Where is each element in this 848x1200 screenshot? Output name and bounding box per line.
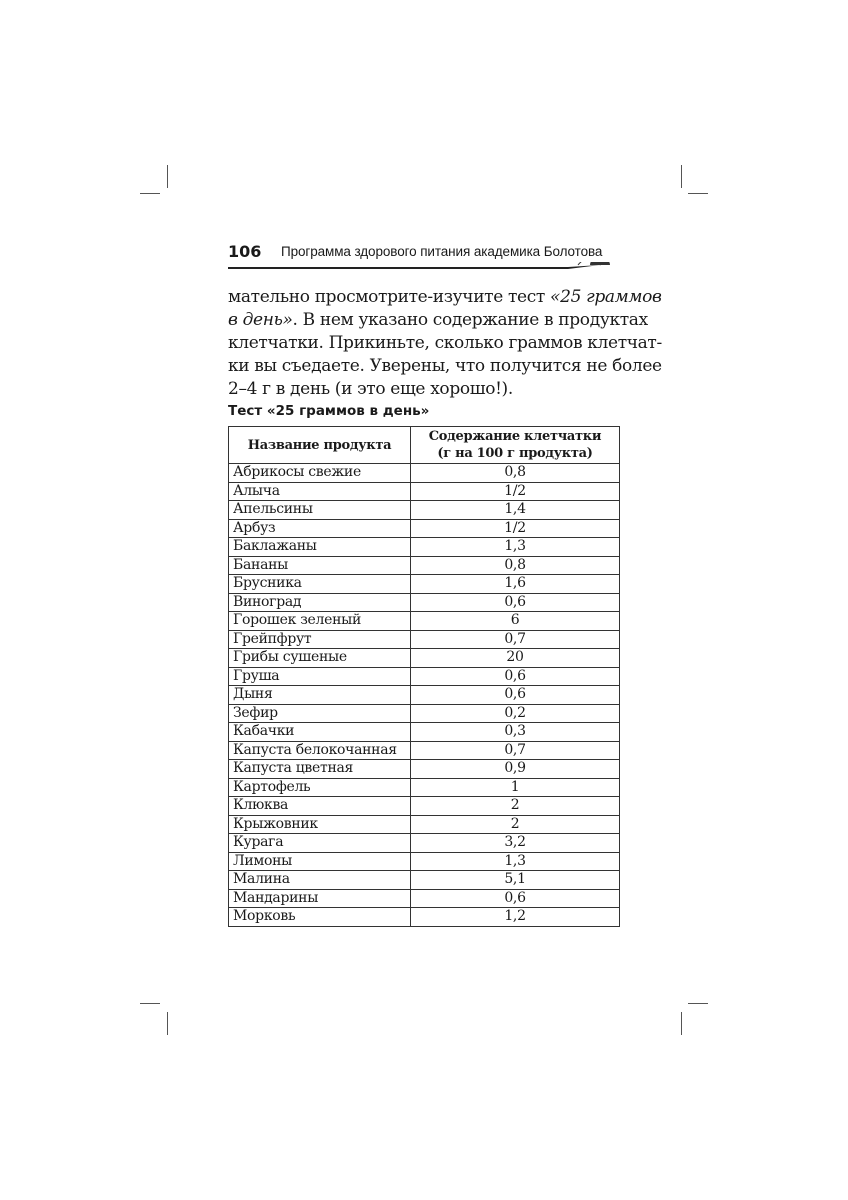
table-row [229, 593, 620, 612]
fiber-value: 1/2 [411, 482, 620, 501]
table-row [229, 612, 620, 631]
fiber-value: 0,6 [411, 593, 620, 612]
table-row [229, 575, 620, 594]
product-name: Виноград [229, 593, 411, 612]
fiber-value: 5,1 [411, 871, 620, 890]
table-row [229, 501, 620, 520]
fiber-value: 0,2 [411, 704, 620, 723]
body-text: 2–4 г в день (и это еще хорошо!). [228, 379, 513, 399]
fiber-value: 20 [411, 649, 620, 668]
product-name: Алыча [229, 482, 411, 501]
table-row [229, 519, 620, 538]
fiber-value: 0,8 [411, 464, 620, 483]
product-name: Апельсины [229, 501, 411, 520]
product-name: Баклажаны [229, 538, 411, 557]
product-name: Крыжовник [229, 815, 411, 834]
product-name: Картофель [229, 778, 411, 797]
fiber-value: 1/2 [411, 519, 620, 538]
table-header-row [229, 427, 620, 464]
table-row [229, 834, 620, 853]
crop-mark [140, 193, 160, 194]
product-name: Малина [229, 871, 411, 890]
fiber-value: 2 [411, 815, 620, 834]
fiber-value: 1,3 [411, 852, 620, 871]
fiber-value: 0,6 [411, 686, 620, 705]
table-title: Тест «25 граммов в день» [228, 403, 430, 419]
product-name: Зефир [229, 704, 411, 723]
product-name: Абрикосы свежие [229, 464, 411, 483]
fiber-value: 1,2 [411, 908, 620, 927]
table-row [229, 686, 620, 705]
body-text: клетчатки. Прикиньте, сколько граммов клетчат- [228, 333, 662, 353]
crop-mark [688, 193, 708, 194]
running-title: Программа здорового питания академика Болотова [281, 244, 603, 259]
table-row [229, 538, 620, 557]
product-name: Капуста белокочанная [229, 741, 411, 760]
product-name: Дыня [229, 686, 411, 705]
product-name: Брусника [229, 575, 411, 594]
fiber-value: 0,6 [411, 667, 620, 686]
body-text-italic: «25 граммов [550, 287, 662, 307]
fiber-table [228, 426, 620, 927]
fiber-value: 3,2 [411, 834, 620, 853]
fiber-value: 0,7 [411, 630, 620, 649]
body-text: мательно просмотрите-изучите тест [228, 287, 551, 307]
crop-mark [681, 1012, 682, 1035]
product-name: Клюква [229, 797, 411, 816]
fiber-value: 0,9 [411, 760, 620, 779]
product-name: Бананы [229, 556, 411, 575]
table-row [229, 649, 620, 668]
fiber-value: 0,6 [411, 889, 620, 908]
page-number: 106 [228, 242, 262, 261]
crop-mark [167, 1012, 168, 1035]
table-row [229, 667, 620, 686]
product-name: Мандарины [229, 889, 411, 908]
table-row [229, 852, 620, 871]
body-text-italic: в день» [228, 310, 293, 330]
body-text: ки вы съедаете. Уверены, что получится не более [228, 356, 662, 376]
table-row [229, 797, 620, 816]
table-row [229, 723, 620, 742]
column-header-product: Название продукта [229, 427, 411, 464]
fiber-value: 0,7 [411, 741, 620, 760]
product-name: Арбуз [229, 519, 411, 538]
table-row [229, 871, 620, 890]
fiber-value: 0,3 [411, 723, 620, 742]
table-row [229, 482, 620, 501]
product-name: Кабачки [229, 723, 411, 742]
table-row [229, 760, 620, 779]
table-row [229, 464, 620, 483]
fiber-value: 1,6 [411, 575, 620, 594]
crop-mark [167, 165, 168, 188]
table-row [229, 741, 620, 760]
product-name: Курага [229, 834, 411, 853]
fiber-value: 1,3 [411, 538, 620, 557]
product-name: Горошек зеленый [229, 612, 411, 631]
crop-mark [140, 1003, 160, 1004]
table-row [229, 778, 620, 797]
table-row [229, 556, 620, 575]
body-text: . В нем указано содержание в продуктах [292, 310, 648, 330]
product-name: Морковь [229, 908, 411, 927]
body-paragraph [228, 286, 662, 401]
column-header-fiber: Содержание клетчатки (г на 100 г продукта) [411, 427, 620, 464]
product-name: Грейпфрут [229, 630, 411, 649]
fiber-value: 6 [411, 612, 620, 631]
table-row [229, 704, 620, 723]
table-row [229, 889, 620, 908]
fiber-value: 2 [411, 797, 620, 816]
table-row [229, 908, 620, 927]
fiber-value: 1,4 [411, 501, 620, 520]
header-rule-flower-icon [228, 262, 628, 276]
fiber-value: 1 [411, 778, 620, 797]
crop-mark [688, 1003, 708, 1004]
fiber-value: 0,8 [411, 556, 620, 575]
product-name: Лимоны [229, 852, 411, 871]
product-name: Грибы сушеные [229, 649, 411, 668]
table-row [229, 815, 620, 834]
product-name: Груша [229, 667, 411, 686]
product-name: Капуста цветная [229, 760, 411, 779]
table-row [229, 630, 620, 649]
crop-mark [681, 165, 682, 188]
